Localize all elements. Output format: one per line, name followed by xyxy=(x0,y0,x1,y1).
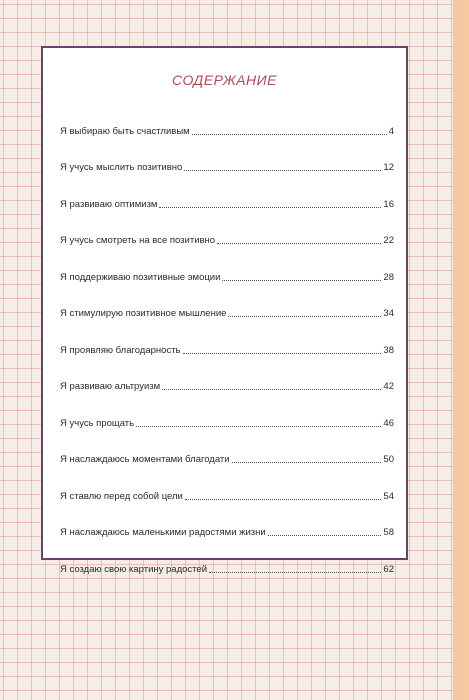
dot-leader xyxy=(185,498,382,500)
toc-entry-page: 28 xyxy=(383,271,394,283)
toc-entry-page: 34 xyxy=(383,308,394,319)
dot-leader xyxy=(162,388,381,390)
toc-entry xyxy=(60,356,394,393)
toc-entry xyxy=(60,173,394,210)
toc-entry-title: Я создаю свою картину радостей xyxy=(60,563,208,575)
toc-entry-page: 62 xyxy=(383,563,394,575)
toc-title: СОДЕРЖАНИЕ xyxy=(172,72,277,88)
toc-entry-title: Я развиваю альтруизм xyxy=(60,381,161,392)
toc-entry-title: Я развиваю оптимизм xyxy=(60,198,158,210)
dot-leader xyxy=(209,571,381,573)
toc-entry xyxy=(60,100,394,137)
dot-leader xyxy=(192,133,387,135)
toc-entry xyxy=(60,137,394,174)
toc-entry-title: Я выбираю быть счастливым xyxy=(60,125,190,137)
toc-entry-title: Я учусь смотреть на все позитивно xyxy=(60,235,216,246)
toc-entry-page: 42 xyxy=(383,381,394,392)
page-edge xyxy=(453,0,469,700)
toc-entry-page: 54 xyxy=(383,490,394,502)
toc-entry xyxy=(60,246,394,283)
toc-entry-page: 4 xyxy=(388,125,394,137)
toc-entry-title: Я проявляю благодарность xyxy=(60,344,181,356)
dot-leader xyxy=(228,315,381,317)
toc-entry xyxy=(60,502,394,539)
toc-entry xyxy=(60,538,394,575)
dot-leader xyxy=(136,425,381,427)
toc-entry-page: 38 xyxy=(383,344,394,356)
toc-entry-title: Я стимулирую позитивное мышление xyxy=(60,308,227,319)
toc-entry-page: 46 xyxy=(383,417,394,429)
toc-entry-page: 12 xyxy=(383,162,394,173)
toc-entry xyxy=(60,429,394,466)
dot-leader xyxy=(222,279,381,281)
toc-entry-page: 58 xyxy=(383,527,394,538)
dot-leader xyxy=(268,534,382,536)
toc-entry-page: 22 xyxy=(383,235,394,246)
dot-leader xyxy=(183,352,382,354)
toc-entry-title: Я ставлю перед собой цели xyxy=(60,490,183,502)
toc-entry xyxy=(60,210,394,247)
toc-entry xyxy=(60,465,394,502)
toc-entry-title: Я учусь прощать xyxy=(60,417,135,429)
dot-leader xyxy=(184,169,381,171)
toc-entry-title: Я наслаждаюсь моментами благодати xyxy=(60,454,230,465)
toc-entry xyxy=(60,392,394,429)
toc-entry-page: 16 xyxy=(383,198,394,210)
dot-leader xyxy=(159,206,381,208)
toc-entry-title: Я наслаждаюсь маленькими радостями жизни xyxy=(60,527,266,538)
table-of-contents xyxy=(41,46,408,575)
toc-entry xyxy=(60,319,394,356)
toc-list xyxy=(60,100,394,575)
dot-leader xyxy=(232,461,382,463)
toc-entry-title: Я учусь мыслить позитивно xyxy=(60,162,183,173)
toc-entry-page: 50 xyxy=(383,454,394,465)
toc-entry-title: Я поддерживаю позитивные эмоции xyxy=(60,271,221,283)
dot-leader xyxy=(217,242,381,244)
toc-entry xyxy=(60,283,394,320)
